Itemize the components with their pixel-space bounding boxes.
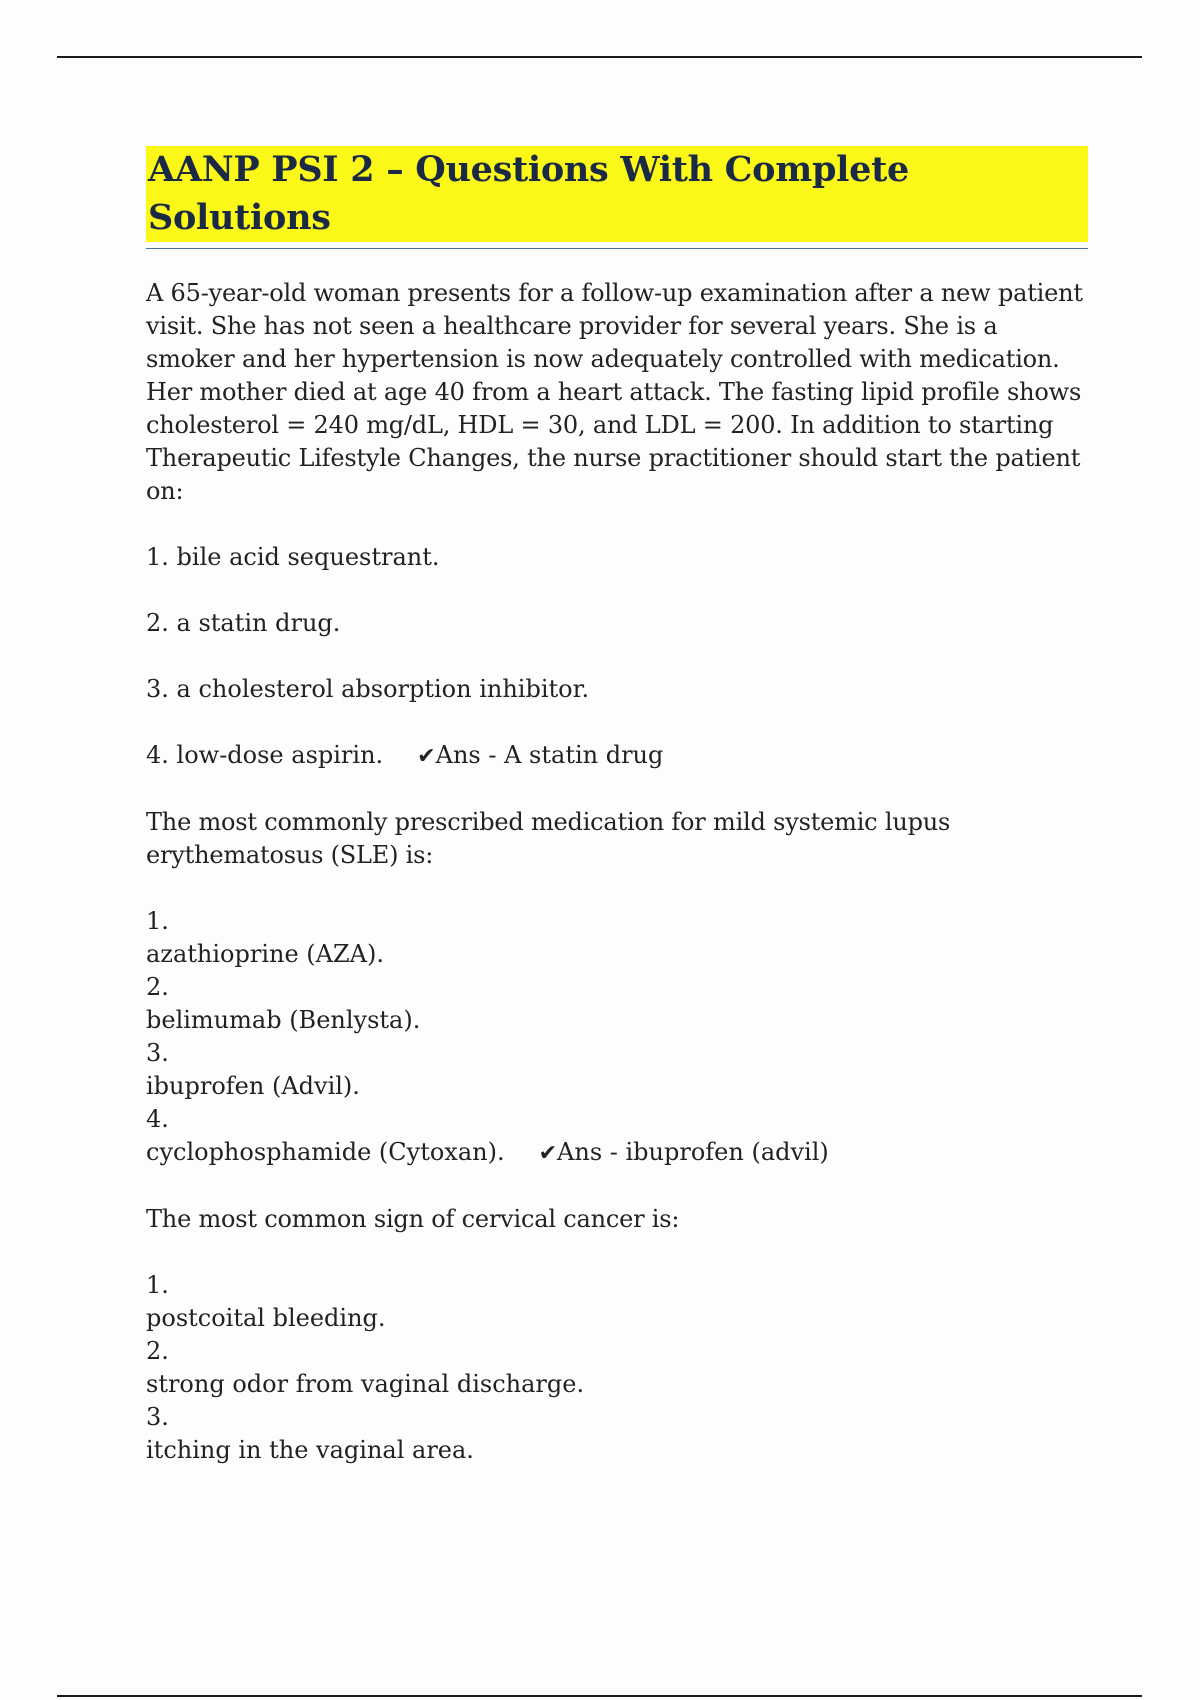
title-block bbox=[146, 146, 1088, 249]
question-2-answer-text: Ans - ibuprofen (advil) bbox=[557, 1138, 829, 1166]
question-2-option-1-label: azathioprine (AZA). bbox=[146, 940, 384, 968]
bottom-rule bbox=[57, 1695, 1142, 1697]
question-3-option-1-number: 1. bbox=[146, 1271, 169, 1299]
question-3-option-2-number: 2. bbox=[146, 1337, 169, 1365]
question-3-text: The most common sign of cervical cancer is: bbox=[146, 1205, 680, 1233]
top-rule bbox=[57, 56, 1142, 58]
question-3-option-3-label: itching in the vaginal area. bbox=[146, 1436, 474, 1464]
question-1-answer-text: Ans - A statin drug bbox=[435, 741, 664, 769]
checkmark-icon: ✔ bbox=[538, 1141, 558, 1166]
page-title: AANP PSI 2 – Questions With Complete Solutions bbox=[146, 146, 1088, 242]
document-body bbox=[146, 146, 1086, 1467]
question-2-option-4-label: cyclophosphamide (Cytoxan). bbox=[146, 1138, 505, 1166]
question-1-option-4: 4. low-dose aspirin. bbox=[146, 741, 384, 769]
question-2-option-2-label: belimumab (Benlysta). bbox=[146, 1006, 421, 1034]
question-2-option-1-number: 1. bbox=[146, 907, 169, 935]
question-2-option-3-label: ibuprofen (Advil). bbox=[146, 1072, 360, 1100]
question-3-option-1-label: postcoital bleeding. bbox=[146, 1304, 386, 1332]
checkmark-icon: ✔ bbox=[417, 744, 436, 769]
question-2-answer bbox=[539, 1138, 829, 1166]
question-1-option-3: 3. a cholesterol absorption inhibitor. bbox=[146, 675, 590, 703]
question-2-options bbox=[146, 905, 1086, 1170]
question-1-option-1: 1. bile acid sequestrant. bbox=[146, 543, 440, 571]
question-2-option-4-row bbox=[146, 1136, 1086, 1170]
question-3-options bbox=[146, 1269, 1086, 1467]
question-1-option-2: 2. a statin drug. bbox=[146, 609, 341, 637]
question-2-option-2-number: 2. bbox=[146, 973, 169, 1001]
question-3-option-3-number: 3. bbox=[146, 1403, 169, 1431]
question-3-option-2-label: strong odor from vaginal discharge. bbox=[146, 1370, 585, 1398]
question-2-text: The most commonly prescribed medication for mild systemic lupus erythematosus (SLE) is: bbox=[146, 808, 951, 869]
question-1-option-4-row bbox=[146, 739, 1086, 773]
question-2-option-3-number: 3. bbox=[146, 1039, 169, 1067]
question-1-answer bbox=[417, 741, 663, 769]
question-1-text: A 65-year-old woman presents for a follow-up examination after a new patient visit. She has not seen a healthcare provider for several years. She is a smoker and her hypertension is now adequately controlled with medication. Her mother died at age 40 from a heart attack. The fasting lipid profile shows cholesterol = 240 mg/dL, HDL = 30, and LDL = 200. In addition to starting Therapeutic Lifestyle Changes, the nurse practitioner should start the patient on: bbox=[146, 279, 1083, 505]
question-2-option-4-number: 4. bbox=[146, 1105, 169, 1133]
